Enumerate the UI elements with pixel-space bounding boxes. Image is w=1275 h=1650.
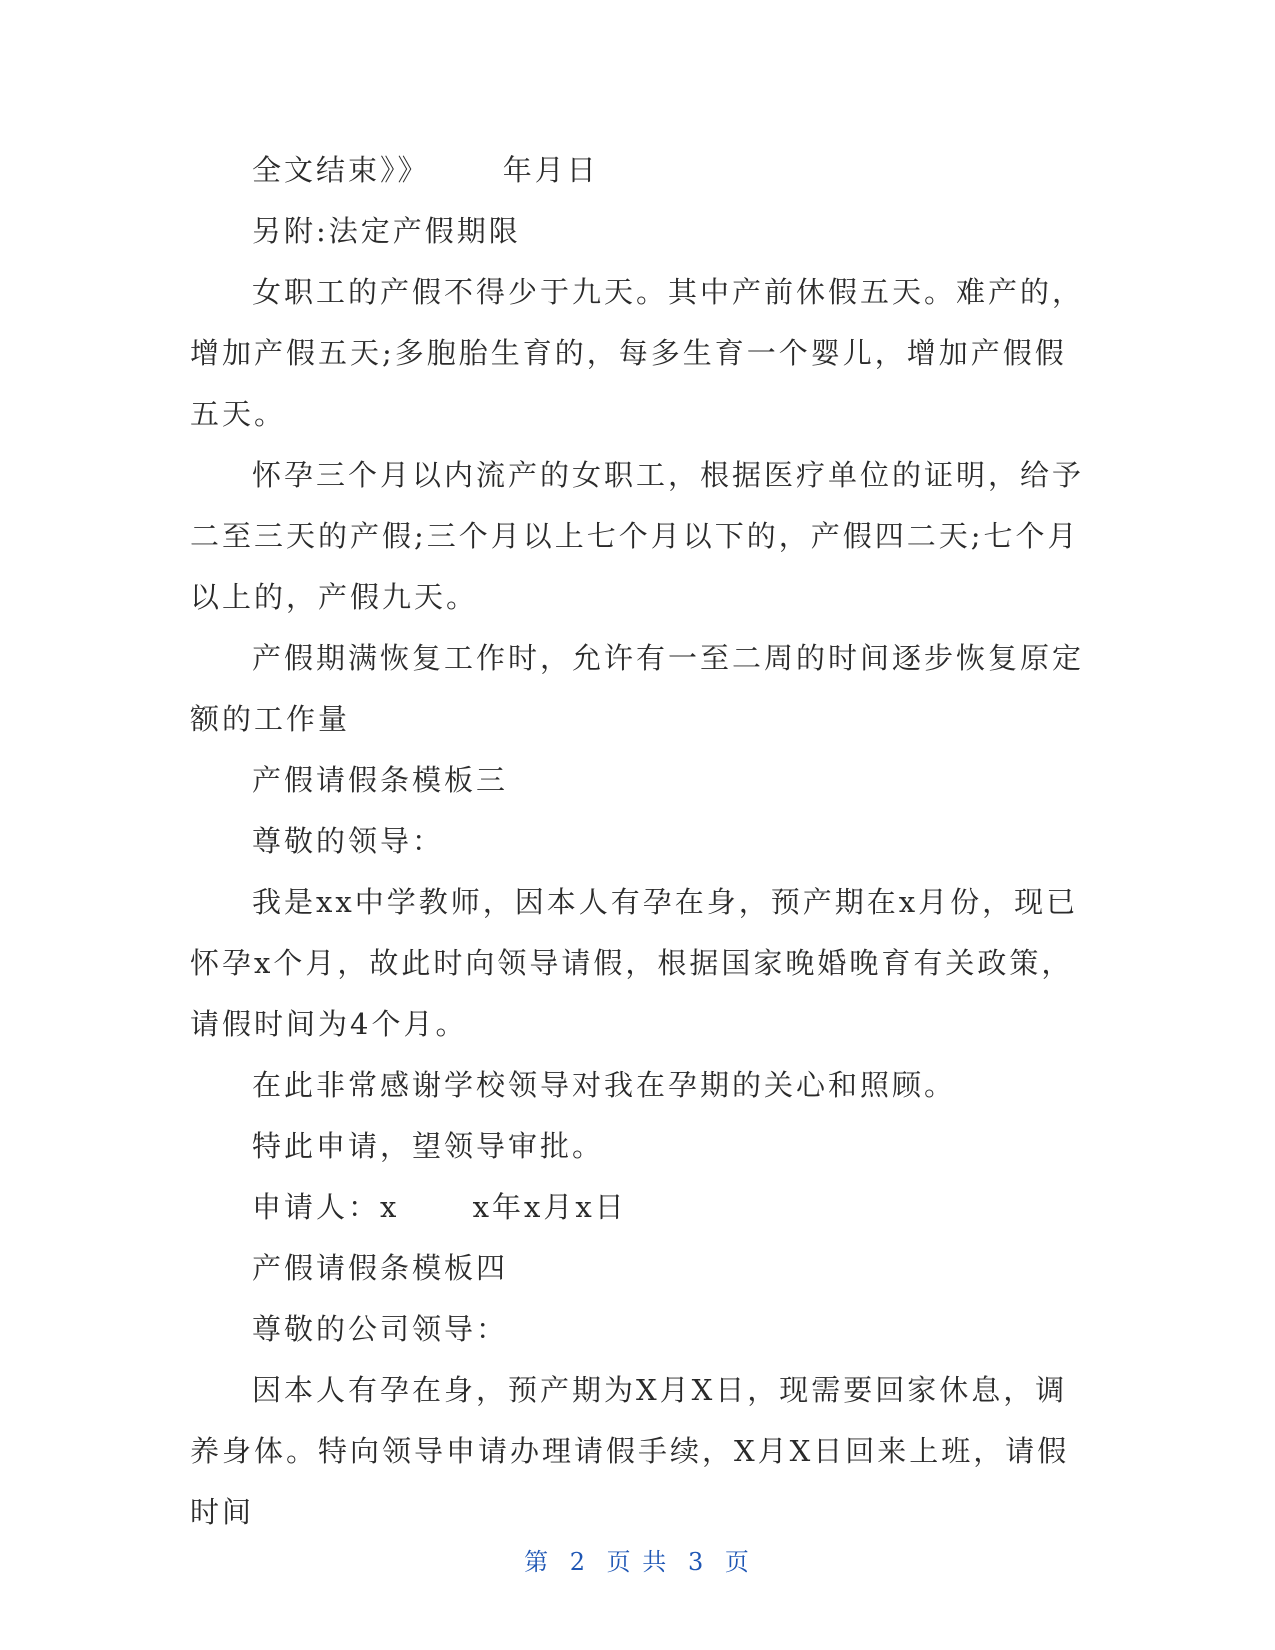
template-four-body: 因本人有孕在身，预产期为X月X日，现需要回家休息，调养身体。特向领导申请办理请假手续，X月X日回来上班，请假时间	[190, 1373, 1070, 1529]
footer-suffix: 页	[724, 1548, 751, 1576]
appendix-heading: 另附:法定产假期限	[252, 214, 521, 248]
closing-date-line: 全文结束》》 年月日	[252, 153, 599, 187]
return-to-work-paragraph: 产假期满恢复工作时，允许有一至二周的时间逐步恢复原定额的工作量	[190, 641, 1085, 736]
template-four-heading: 产假请假条模板四	[252, 1251, 509, 1285]
template-three-request: 特此申请，望领导审批。	[252, 1129, 605, 1163]
template-three-thanks: 在此非常感谢学校领导对我在孕期的关心和照顾。	[252, 1068, 957, 1102]
template-three-salutation: 尊敬的领导：	[252, 824, 445, 858]
template-three-signature: 申请人：x x年x月x日	[252, 1190, 627, 1224]
template-three-heading: 产假请假条模板三	[252, 763, 509, 797]
footer-prefix: 第	[524, 1548, 551, 1576]
footer-total-pages: 3	[687, 1548, 706, 1576]
template-three-body: 我是xx中学教师，因本人有孕在身，预产期在x月份，现已怀孕x个月，故此时向领导请假，根据国家晚婚晚育有关政策，请假时间为4个月。	[190, 885, 1079, 1041]
footer-page-number: 2	[569, 1548, 588, 1576]
miscarriage-leave-paragraph: 怀孕三个月以内流产的女职工，根据医疗单位的证明，给予二至三天的产假;三个月以上七个月以下的，产假四二天;七个月以上的，产假九天。	[190, 458, 1085, 614]
document-body	[190, 140, 1090, 1543]
page-footer	[0, 1547, 1275, 1577]
footer-middle: 页 共	[606, 1548, 669, 1576]
maternity-leave-rule-paragraph: 女职工的产假不得少于九天。其中产前休假五天。难产的，增加产假五天;多胞胎生育的，每多生育一个婴儿，增加产假假五天。	[190, 275, 1085, 431]
template-four-salutation: 尊敬的公司领导：	[252, 1312, 509, 1346]
